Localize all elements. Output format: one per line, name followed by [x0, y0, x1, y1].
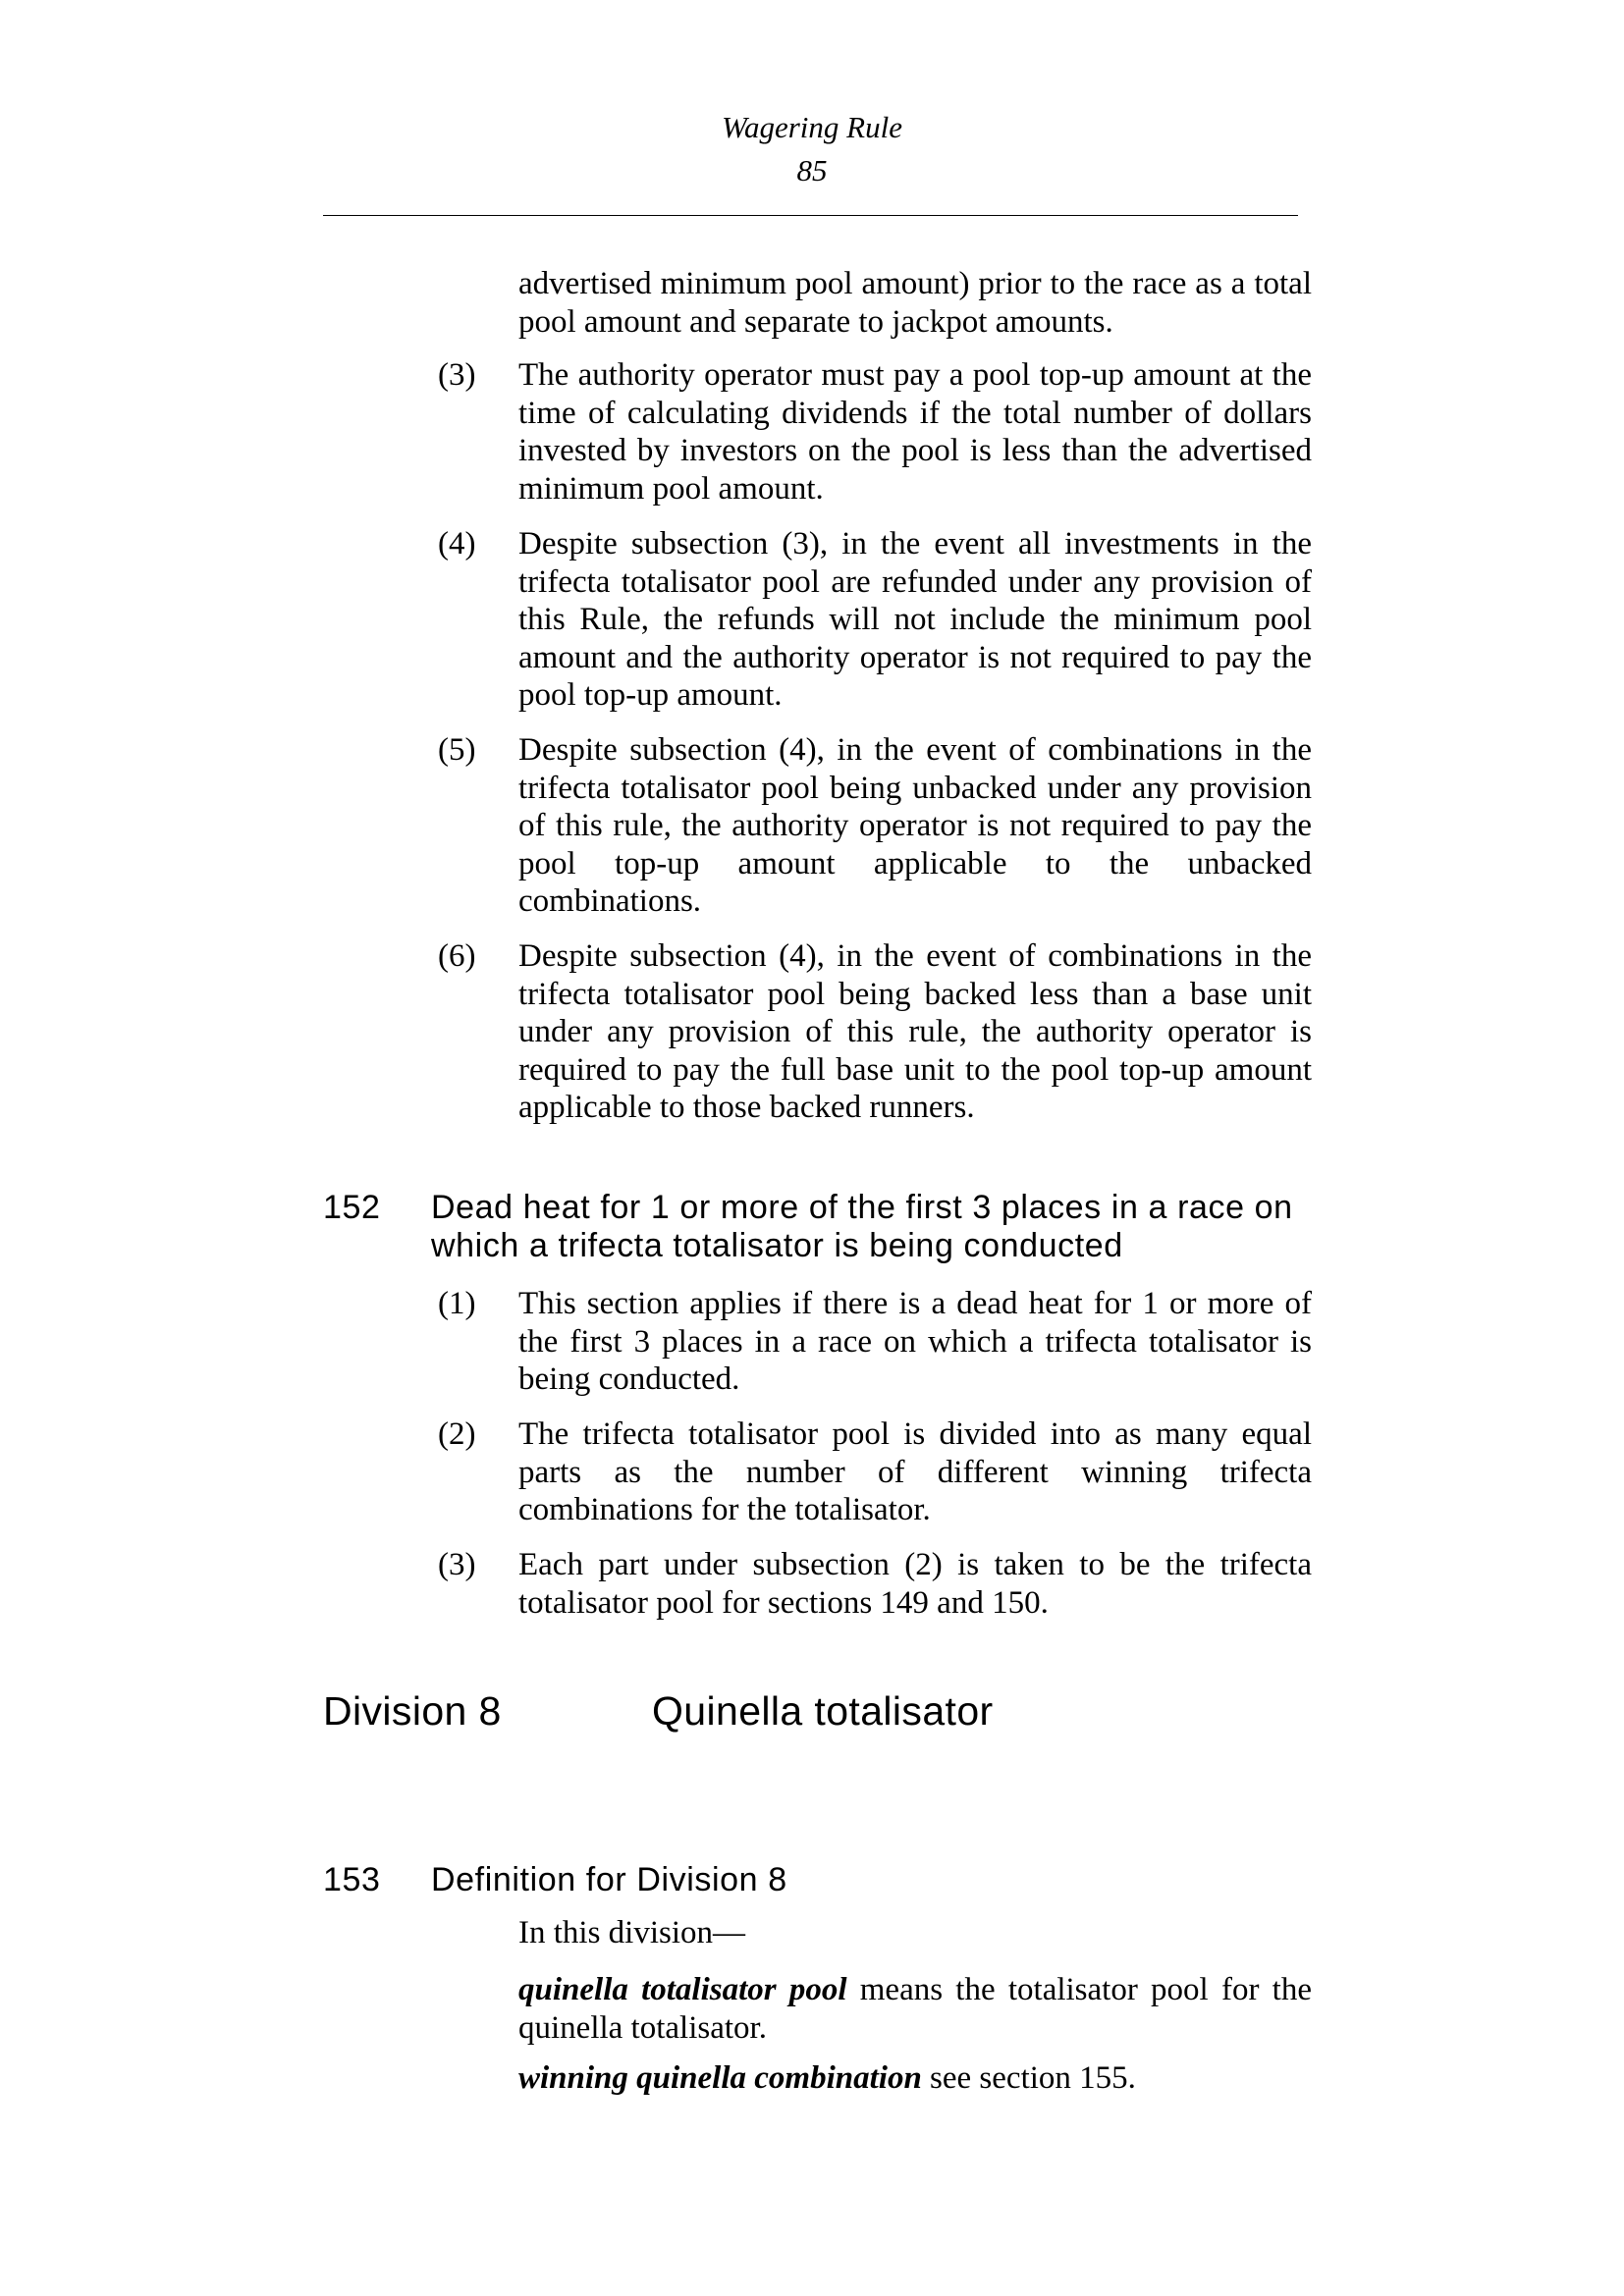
- subsection-152-2: [438, 1415, 1312, 1529]
- subsection-number: (2): [438, 1416, 476, 1452]
- subsection-151-6: [438, 937, 1312, 1127]
- running-header: [0, 106, 1624, 192]
- subsection-number: (1): [438, 1286, 476, 1321]
- defined-term: winning quinella combination: [518, 2060, 922, 2096]
- subsection-151-5: [438, 731, 1312, 921]
- section-heading-152: [323, 1189, 1315, 1265]
- subsection-text: Despite subsection (3), in the event all investments in the trifecta totalisator pool are refunded under any provision of this Rule, the refunds will not include the minimum pool amount and the authority operator is not required to pay the pool top-up amount.: [518, 526, 1312, 713]
- subsection-text: Each part under subsection (2) is taken to be the trifecta totalisator pool for sections 149 and 150.: [518, 1547, 1312, 1621]
- definition-quinella-totalisator-pool: [518, 1971, 1312, 2047]
- definition-text: see section 155.: [921, 2060, 1136, 2096]
- document-title: Wagering Rule: [722, 110, 902, 144]
- definition-text: means the totalisator pool for the quinella totalisator.: [518, 1972, 1312, 2046]
- subsection-number: (4): [438, 526, 476, 561]
- subsection-number: (3): [438, 1547, 476, 1582]
- subsection-text: The authority operator must pay a pool top-up amount at the time of calculating dividends if the total number of dollars invested by investors on the pool is less than the advertised minimum pool amount.: [518, 357, 1312, 507]
- subsection-number: (3): [438, 357, 476, 393]
- defined-term: quinella totalisator pool: [518, 1972, 847, 2007]
- definition-winning-quinella-combination: [518, 2059, 1312, 2098]
- header-divider: [323, 215, 1298, 216]
- subsection-151-4: [438, 525, 1312, 715]
- subsection-text: The trifecta totalisator pool is divided into as many equal parts as the number of different winning trifecta combinations for the totalisator.: [518, 1416, 1312, 1527]
- continued-paragraph: advertised minimum pool amount) prior to the race as a total pool amount and separate to jackpot amounts.: [518, 266, 1312, 340]
- subsection-number: (6): [438, 938, 476, 974]
- division-label: Division 8: [323, 1688, 502, 1734]
- subsection-text: Despite subsection (4), in the event of combinations in the trifecta totalisator pool being unbacked under any provision of this rule, the authority operator is not required to pay the pool top-up amount applicable to the unbacked combinations.: [518, 732, 1312, 919]
- section-number: 153: [323, 1861, 381, 1898]
- definition-intro: In this division—: [518, 1915, 746, 1950]
- subsection-text: Despite subsection (4), in the event of combinations in the trifecta totalisator pool being backed less than a base unit under any provision of this rule, the authority operator is required to pay the full base unit to the pool top-up amount applicable to those backed runners.: [518, 938, 1312, 1125]
- subsection-152-3: [438, 1546, 1312, 1622]
- section-title: Definition for Division 8: [431, 1861, 787, 1898]
- subsection-number: (5): [438, 732, 476, 768]
- subsection-text: This section applies if there is a dead heat for 1 or more of the first 3 places in a race on which a trifecta totalisator is being conducted.: [518, 1286, 1312, 1397]
- page-number: 85: [796, 153, 828, 187]
- subsection-152-1: [438, 1285, 1312, 1399]
- section-title: Dead heat for 1 or more of the first 3 places in a race on which a trifecta totalisator is being conducted: [431, 1189, 1293, 1264]
- division-title: Quinella totalisator: [652, 1688, 994, 1734]
- subsection-151-3: [438, 356, 1312, 507]
- section-heading-153: [323, 1861, 1315, 1899]
- section-number: 152: [323, 1189, 381, 1226]
